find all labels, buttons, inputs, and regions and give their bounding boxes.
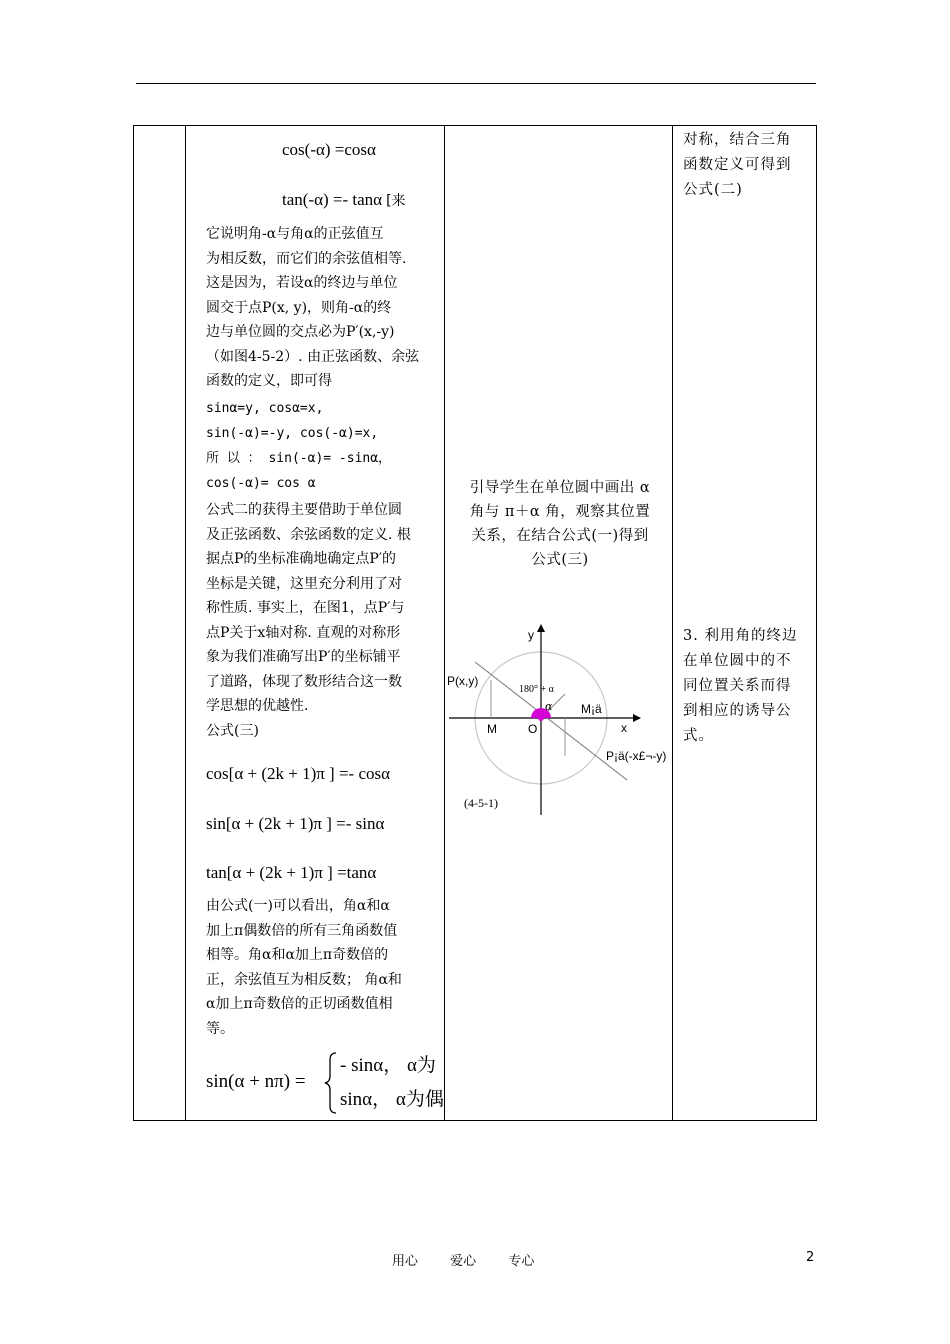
- text-line: 它说明角-α与角α的正弦值互: [206, 226, 384, 242]
- column-divider: [672, 126, 673, 1120]
- formula-3-sin: sin[α + (2k + 1)π ] =- sinα: [206, 814, 385, 833]
- text-line: 函数定义可得到: [683, 157, 792, 173]
- angle-label: 180° + α: [519, 684, 554, 695]
- formula-3-tan: tan[α + (2k + 1)π ] =tanα: [206, 863, 377, 882]
- text-line: 角与 π＋α 角，观察其位置: [469, 504, 651, 520]
- text-line: 这是因为，若设α的终边与单位: [206, 275, 398, 291]
- equation-line: sin(-α)=-y, cos(-α)=x,: [206, 426, 379, 441]
- text-line: 对称，结合三角: [683, 132, 792, 148]
- header-rule: [136, 83, 816, 84]
- m-label: M: [487, 722, 497, 736]
- text-line: 公式二的获得主要借助于单位圆: [206, 502, 402, 518]
- piecewise-top: - sinα， α为: [340, 1055, 436, 1076]
- text-line: 式。: [683, 728, 714, 744]
- text-line: 称性质. 事实上，在图1，点P′与: [206, 600, 405, 616]
- m-prime-label: M¡ä: [581, 702, 602, 716]
- text-line: 坐标是关键，这里充分利用了对: [206, 575, 402, 592]
- text-line: 为相反数，而它们的余弦值相等.: [206, 250, 407, 267]
- o-label: O: [528, 722, 538, 736]
- unit-circle-diagram: [445, 622, 672, 822]
- formula-3-cos: cos[α + (2k + 1)π ] =- cosα: [206, 764, 391, 783]
- text-line: 公式(三): [531, 552, 589, 568]
- text-line: 相等。角α和α加上π奇数倍的: [206, 947, 389, 963]
- formula-tan-neg: tan(-α) =- tanα [来: [282, 190, 406, 209]
- point-p-label: P(x,y): [447, 674, 479, 688]
- alpha-label: α: [545, 700, 553, 713]
- text-line: 边与单位圆的交点必为P′(x,-y): [206, 324, 395, 340]
- terminal-line: [475, 662, 627, 780]
- text-line: 圆交于点P(x, y)，则角-α的终: [206, 299, 392, 316]
- text-line: 函数的定义，即可得: [206, 373, 332, 389]
- page-number: 2: [806, 1250, 815, 1265]
- text-line: 到相应的诱导公: [683, 703, 792, 719]
- formula-cos-neg: cos(-α) =cosα: [282, 140, 376, 159]
- text-line: 公式(二): [683, 182, 743, 198]
- p-prime-label: P¡ä(-x£¬-y): [606, 749, 667, 763]
- text-line: （如图4-5-2）. 由正弦函数、余弦: [206, 348, 420, 365]
- brace-icon: [324, 1050, 338, 1116]
- origin-dot: [538, 715, 544, 721]
- footer-motto: [392, 1250, 562, 1269]
- text-line: 同位置关系而得: [683, 678, 792, 694]
- equation-line: sinα=y, cosα=x,: [206, 401, 324, 416]
- text-line: 在单位圆中的不: [683, 653, 792, 669]
- piecewise-lhs: sin(α + nπ) =: [206, 1071, 306, 1092]
- x-label: x: [621, 721, 627, 735]
- text-line: 关系，在结合公式(一)得到: [471, 528, 649, 544]
- lesson-table: [133, 125, 817, 1121]
- explanation-paragraph-3: [206, 894, 451, 1041]
- piecewise-bottom: sinα， α为偶: [340, 1089, 444, 1110]
- text-line: 及正弦函数、余弦函数的定义. 根: [206, 526, 411, 543]
- text-line: 据点P的坐标准确地确定点P′的: [206, 551, 397, 567]
- figure-caption: (4-5-1): [464, 796, 498, 810]
- explanation-paragraph-2: [206, 498, 451, 743]
- x-axis-arrow-icon: [633, 714, 641, 722]
- formula-section-title: 公式(三): [206, 722, 259, 739]
- intent-text-mid: [683, 624, 813, 749]
- text-line: 象为我们准确写出P′的坐标铺平: [206, 649, 401, 665]
- text-line: 了道路，体现了数形结合这一数: [206, 673, 402, 690]
- text-line: 3. 利用角的终边: [683, 628, 798, 644]
- text-line: 由公式(一)可以看出，角α和α: [206, 898, 390, 914]
- y-axis-arrow-icon: [537, 624, 545, 632]
- guidance-text: [455, 476, 665, 572]
- intent-text-top: [683, 128, 813, 203]
- column-divider: [185, 126, 186, 1120]
- text-line: 等。: [206, 1020, 234, 1037]
- y-label: y: [528, 628, 534, 642]
- text-line: 学思想的优越性.: [206, 698, 309, 714]
- equation-block: [206, 396, 454, 496]
- footer-item: 爱心: [450, 1254, 477, 1269]
- text-line: α加上π奇数倍的正切函数值相: [206, 996, 393, 1012]
- footer-item: 用心: [392, 1254, 419, 1269]
- text-line: 加上π偶数倍的所有三角函数值: [206, 922, 398, 939]
- text-line: 正，余弦值互为相反数； 角α和: [206, 971, 402, 988]
- text-line: 引导学生在单位圆中画出 α: [469, 480, 651, 496]
- text-line: 点P关于x轴对称. 直观的对称形: [206, 624, 401, 641]
- equation-line: 所 以 ： sin(-α)= -sinα，: [206, 451, 392, 466]
- footer-item: 专心: [508, 1254, 535, 1269]
- piecewise-formula: [206, 1050, 444, 1116]
- explanation-paragraph-1: [206, 222, 451, 394]
- equation-line: cos(-α)= cos α: [206, 476, 316, 491]
